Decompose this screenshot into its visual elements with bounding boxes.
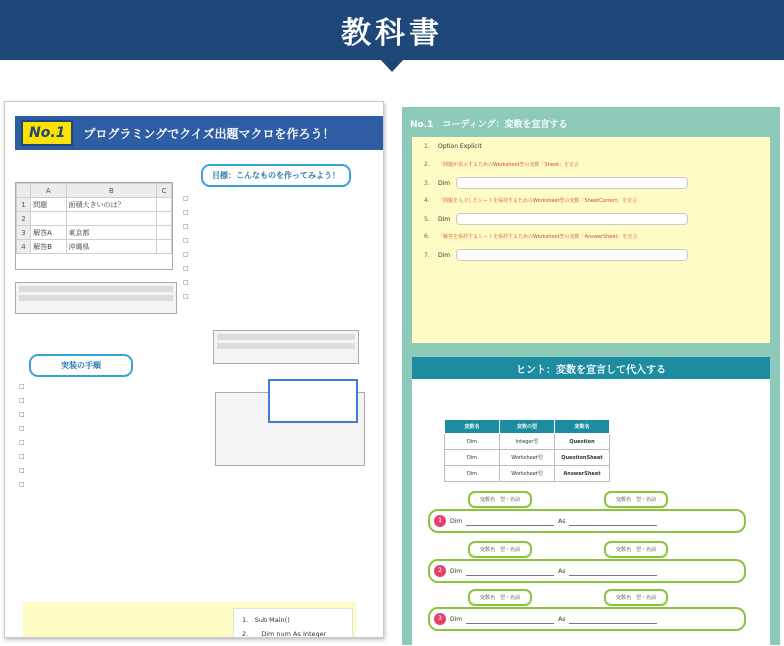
spreadsheet-example (15, 182, 173, 270)
checklist-item (19, 480, 209, 490)
sheet-cell: 解答A (31, 226, 66, 240)
line-number: 4. (424, 197, 430, 204)
checklist-item (183, 264, 373, 274)
checklist-item (19, 466, 209, 476)
banner-arrow-icon (380, 59, 404, 72)
line-number: 6. (424, 233, 430, 240)
variable-tag: 変数名 型・名前 (604, 491, 668, 508)
variable-tag: 変数名 型・名前 (468, 589, 532, 606)
table-header: 変数の型 (500, 420, 555, 434)
checklist-item (183, 194, 373, 204)
sheet-cell (66, 212, 157, 226)
line-number: 3. (424, 179, 430, 187)
code-line (424, 249, 688, 261)
screenshot-thumbnail (15, 282, 177, 314)
sheet-cell: 解答B (31, 240, 66, 254)
table-row (445, 434, 610, 450)
answer-index: 3 (434, 613, 446, 625)
answer-field[interactable] (456, 249, 688, 261)
checklist-item (19, 410, 209, 420)
sheet-cell (157, 240, 172, 254)
checklist-item (183, 278, 373, 288)
textbook-page-right (402, 107, 780, 645)
coding-area (412, 137, 770, 343)
page-right-title: No.1 コーディング：変数を宣言する (410, 120, 568, 130)
header-banner (0, 0, 784, 60)
line-text: Dim (438, 251, 451, 259)
variable-tag: 変数名 型・名前 (468, 491, 532, 508)
line-comment: 「解答を保持するシートを保持するためのWorksheet型の変数「AnswerSheet」を宣言 (438, 234, 638, 240)
popup-callout (268, 379, 358, 423)
sheet-cell: 1 (17, 198, 31, 212)
code-line: 2. Dim num As Integer (242, 630, 327, 638)
table-cell: Worksheet型 (500, 466, 555, 482)
code-line (424, 177, 688, 189)
answer-row (428, 607, 746, 631)
code-sample (233, 608, 353, 638)
answer-row (428, 559, 746, 583)
sheet-cell: 2 (17, 212, 31, 226)
goal-checklist (183, 194, 373, 306)
line-text: Dim (438, 179, 451, 187)
hint-section (412, 357, 770, 645)
checklist-item (19, 396, 209, 406)
checklist-item (183, 292, 373, 302)
sheet-cell: 4 (17, 240, 31, 254)
answer-field[interactable] (456, 177, 688, 189)
table-header: 変数名 (445, 420, 500, 434)
answer-as: As (558, 517, 566, 525)
sheet-header (17, 184, 31, 198)
answer-dim: Dim (450, 517, 463, 525)
checklist-item (19, 438, 209, 448)
table-row (445, 450, 610, 466)
variable-tag: 変数名 型・名前 (604, 589, 668, 606)
answer-dim: Dim (450, 567, 463, 575)
answer-blank[interactable] (466, 567, 554, 576)
variable-table (444, 419, 610, 482)
line-number: 1. (424, 143, 430, 150)
line-number: 5. (424, 215, 430, 223)
sheet-header: A (31, 184, 66, 198)
code-line (424, 213, 688, 225)
variable-tag: 変数名 型・名前 (468, 541, 532, 558)
line-text: Dim (438, 215, 451, 223)
table-cell: AnswerSheet (555, 466, 610, 482)
checklist-item (19, 452, 209, 462)
answer-blank[interactable] (466, 615, 554, 624)
answer-blank[interactable] (569, 567, 657, 576)
banner-title: 教科書 (341, 16, 443, 51)
sheet-cell (31, 212, 66, 226)
code-line (424, 197, 637, 204)
checklist-item (19, 382, 209, 392)
table-cell: Dim (445, 434, 500, 450)
answer-blank[interactable] (569, 517, 657, 526)
code-line: 1. Sub Main() (242, 616, 290, 624)
code-line (424, 143, 482, 150)
checklist-item (183, 236, 373, 246)
code-line (424, 161, 579, 168)
table-cell: QuestionSheet (555, 450, 610, 466)
checklist-item (19, 424, 209, 434)
checklist-item (183, 250, 373, 260)
variable-tag: 変数名 型・名前 (604, 541, 668, 558)
line-number: 7. (424, 251, 430, 259)
screenshot-thumbnail (213, 330, 359, 364)
sheet-cell: 3 (17, 226, 31, 240)
textbook-page-left (4, 101, 384, 638)
steps-checklist (19, 382, 209, 494)
sheet-cell: 沖縄県 (66, 240, 157, 254)
line-comment: 「問題が表示するためのWorksheet型の変数「Sheet」を宣言 (438, 162, 580, 168)
sheet-header: B (66, 184, 157, 198)
table-header: 変数名 (555, 420, 610, 434)
hint-title: ヒント：変数を宣言して代入する (412, 357, 770, 379)
answer-as: As (558, 567, 566, 575)
sheet-cell (157, 198, 172, 212)
table-cell: Question (555, 434, 610, 450)
table-cell: Worksheet型 (500, 450, 555, 466)
table-row (445, 466, 610, 482)
answer-index: 2 (434, 565, 446, 577)
line-text: Option Explicit (438, 143, 482, 150)
answer-index: 1 (434, 515, 446, 527)
hint-box (23, 602, 356, 638)
sheet-cell: 問題 (31, 198, 66, 212)
answer-row (428, 509, 746, 533)
answer-field[interactable] (456, 213, 688, 225)
answer-blank[interactable] (569, 615, 657, 624)
checklist-item (183, 208, 373, 218)
answer-as: As (558, 615, 566, 623)
screenshot-thumbnail (215, 392, 365, 466)
page-left-title: プログラミングでクイズ出題マクロを作ろう！ (83, 126, 335, 141)
checklist-item (183, 222, 373, 232)
goal-bubble: 目標：こんなものを作ってみよう！ (201, 164, 351, 187)
line-number: 2. (424, 161, 430, 168)
answer-blank[interactable] (466, 517, 554, 526)
table-cell: Integer型 (500, 434, 555, 450)
sheet-cell: 東京都 (66, 226, 157, 240)
table-cell: Dim (445, 450, 500, 466)
sheet-cell (157, 212, 172, 226)
sheet-cell (157, 226, 172, 240)
table-cell: Dim (445, 466, 500, 482)
page-left-header (15, 116, 384, 150)
sheet-cell: 面積大きいのは？ (66, 198, 157, 212)
code-line (424, 233, 637, 240)
chapter-number: No.1 (21, 120, 73, 146)
line-comment: 「問題を入力したシートを保持するためのWorksheet型の変数「SheetCorrect」を宣言 (438, 198, 638, 204)
answer-dim: Dim (450, 615, 463, 623)
sheet-header: C (157, 184, 172, 198)
steps-bubble: 実装の手順 (29, 354, 133, 377)
